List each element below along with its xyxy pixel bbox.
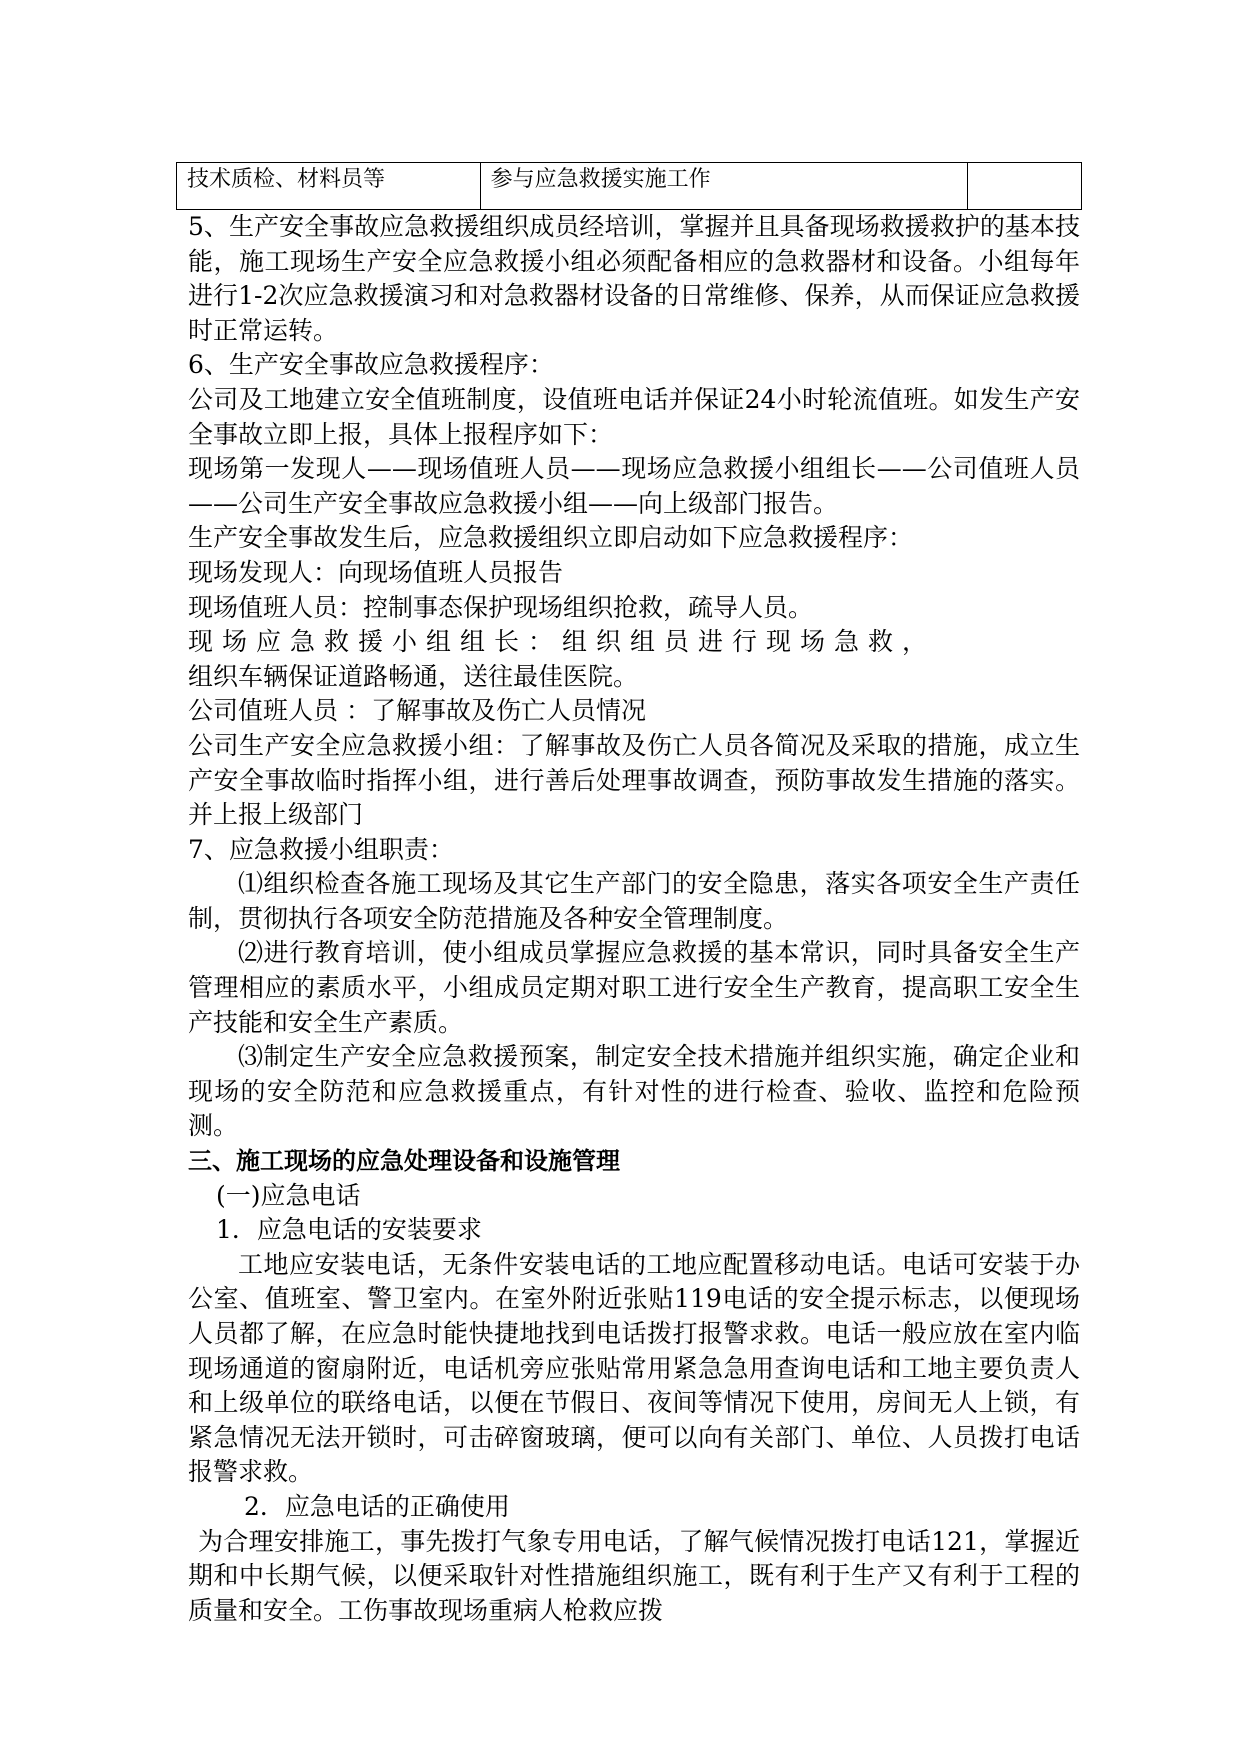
paragraph-discoverer: 现场发现人：向现场值班人员报告	[188, 557, 564, 587]
paragraph-team-leader: 现场应急救援小组组长：组织组员进行现场急救，	[188, 627, 937, 657]
subsubsection-heading-install: 1．应急电话的安装要求	[216, 1215, 482, 1245]
role-duty-table	[176, 162, 1082, 210]
table-cell-duty: 参与应急救援实施工作	[480, 163, 967, 210]
paragraph-duty-1: ⑴组织检查各施工现场及其它生产部门的安全隐患，落实各项安全生产责任制，贯彻执行各项安全防范措施及各种安全管理制度。	[188, 869, 1080, 933]
document-body	[188, 210, 1080, 1628]
paragraph-item-6-title: 6、生产安全事故应急救援程序：	[188, 350, 554, 380]
table-cell-role: 技术质检、材料员等	[177, 163, 481, 210]
paragraph-usage-text: 为合理安排施工，事先拨打气象专用电话，了解气候情况拨打电话121，掌握近期和中长期气候，以便采取针对性措施组织施工，既有利于生产又有利于工程的质量和安全。工伤事故现场重病人枪救应拨	[188, 1526, 1080, 1625]
paragraph-duty-system: 公司及工地建立安全值班制度，设值班电话并保证24小时轮流值班。如发生产安全事故立即上报，具体上报程序如下：	[188, 384, 1080, 449]
table-cell-note	[967, 163, 1081, 210]
paragraph-site-duty: 现场值班人员：控制事态保护现场组织抢救，疏导人员。	[188, 592, 814, 622]
paragraph-item-5: 5、生产安全事故应急救援组织成员经培训，掌握并且具备现场救援救护的基本技能，施工现场生产安全应急救援小组必须配备相应的急救器材和设备。小组每年进行1-2次应急救援演习和对急救器材设备的日常维修、保养，从而保证应急救援时正常运转。	[188, 212, 1080, 345]
paragraph-procedure-intro: 生产安全事故发生后，应急救援组织立即启动如下应急救援程序：	[188, 523, 914, 553]
paragraph-install-requirements: 工地应安装电话，无条件安装电话的工地应配置移动电话。电话可安装于办公室、值班室、警卫室内。在室外附近张贴119电话的安全提示标志，以便现场人员都了解，在应急时能快捷地找到电话拨打报警求救。电话一般应放在室内临现场通道的窗扇附近，电话机旁应张贴常用紧急急用查询电话和工地主要负责人和上级单位的联络电话，以便在节假日、夜间等情况下使用，房间无人上锁，有紧急情况无法开锁时，可击碎窗玻璃，便可以向有关部门、单位、人员拨打电话报警求救。	[188, 1249, 1080, 1487]
subsubsection-heading-usage: 2．应急电话的正确使用	[244, 1491, 510, 1521]
table-row	[177, 163, 1082, 210]
paragraph-company-team: 公司生产安全应急救援小组：了解事故及伤亡人员各简况及采取的措施，成立生产安全事故临时指挥小组，进行善后处理事故调查，预防事故发生措施的落实。并上报上级部门	[188, 730, 1080, 830]
paragraph-item-7-title: 7、应急救援小组职责：	[188, 834, 454, 864]
paragraph-report-chain: 现场第一发现人——现场值班人员——现场应急救援小组组长——公司值班人员——公司生产安全事故应急救援小组——向上级部门报告。	[188, 454, 1080, 518]
paragraph-team-leader-cont: 组织车辆保证道路畅通，送往最佳医院。	[188, 661, 639, 691]
paragraph-duty-2: ⑵进行教育培训，使小组成员掌握应急救援的基本常识，同时具备安全生产管理相应的素质水平，小组成员定期对职工进行安全生产教育，提高职工安全生产技能和安全生产素质。	[188, 938, 1080, 1037]
paragraph-duty-3: ⑶制定生产安全应急救援预案，制定安全技术措施并组织实施，确定企业和现场的安全防范和应急救援重点，有针对性的进行检查、验收、监控和危险预测。	[188, 1042, 1080, 1141]
section-heading: 三、施工现场的应急处理设备和设施管理	[188, 1147, 620, 1176]
subsection-heading: (一)应急电话	[216, 1180, 361, 1210]
paragraph-company-duty: 公司值班人员 ：了解事故及伤亡人员情况	[188, 696, 646, 726]
